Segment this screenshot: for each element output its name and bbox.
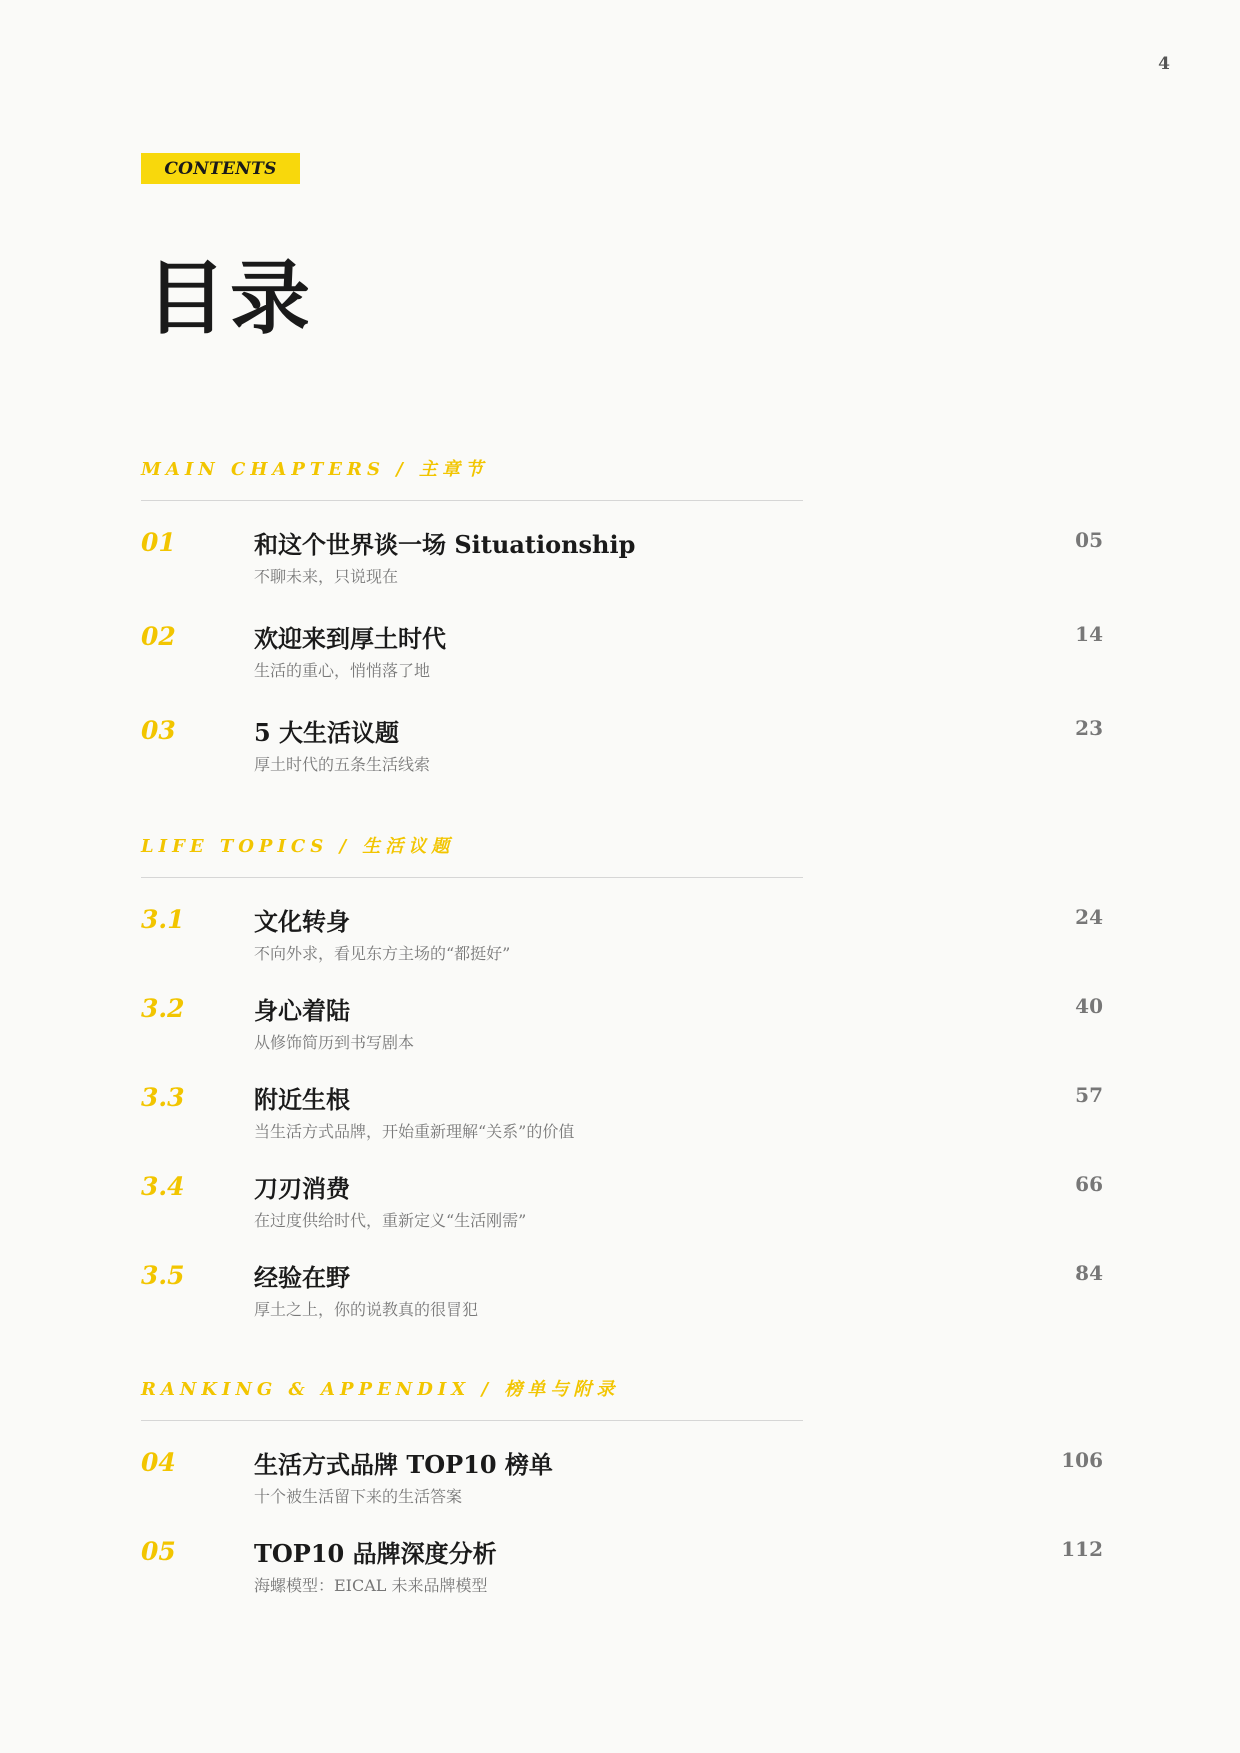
entry-subtitle: 从修饰简历到书写剧本 <box>254 1033 415 1052</box>
entry-number: 3.4 <box>141 1172 185 1201</box>
entry-number: 01 <box>141 528 176 557</box>
entry-page-number[interactable]: 66 <box>1075 1172 1103 1196</box>
entry-number: 3.1 <box>141 905 185 934</box>
entry-page-number[interactable]: 24 <box>1075 905 1103 929</box>
toc-entry[interactable] <box>141 1510 1103 1599</box>
entry-title[interactable]: 附近生根 <box>254 1085 350 1114</box>
entry-title[interactable]: 5 大生活议题 <box>254 718 400 747</box>
toc-entry[interactable] <box>141 878 1103 967</box>
toc-entry[interactable] <box>141 1421 1103 1510</box>
entry-page-number[interactable]: 57 <box>1075 1083 1103 1107</box>
entry-number: 04 <box>141 1448 176 1477</box>
entry-number: 02 <box>141 622 176 651</box>
entry-subtitle: 海螺模型：EICAL 未来品牌模型 <box>254 1576 488 1595</box>
entry-title[interactable]: 欢迎来到厚土时代 <box>254 624 446 653</box>
section-main-chapters <box>141 454 1103 783</box>
entry-subtitle: 不聊未来，只说现在 <box>254 567 399 586</box>
toc-entry[interactable] <box>141 1234 1103 1323</box>
toc-entry[interactable] <box>141 501 1103 595</box>
entry-number: 3.5 <box>141 1261 185 1290</box>
entry-title[interactable]: 生活方式品牌 TOP10 榜单 <box>254 1450 553 1479</box>
section-heading: MAIN CHAPTERS / 主章节 <box>141 459 489 480</box>
entry-number: 05 <box>141 1537 176 1566</box>
toc-entry[interactable] <box>141 967 1103 1056</box>
section-heading: RANKING & APPENDIX / 榜单与附录 <box>141 1379 620 1400</box>
toc-entry[interactable] <box>141 595 1103 689</box>
entry-subtitle: 在过度供给时代，重新定义“生活刚需” <box>254 1211 527 1230</box>
entry-number: 03 <box>141 716 176 745</box>
entry-title[interactable]: TOP10 品牌深度分析 <box>254 1539 497 1568</box>
entry-number: 3.3 <box>141 1083 185 1112</box>
entry-title[interactable]: 刀刃消费 <box>254 1174 350 1203</box>
entry-subtitle: 十个被生活留下来的生活答案 <box>254 1487 463 1506</box>
entry-page-number[interactable]: 106 <box>1061 1448 1103 1472</box>
entry-page-number[interactable]: 40 <box>1075 994 1103 1018</box>
entry-title[interactable]: 和这个世界谈一场 Situationship <box>254 530 636 559</box>
entry-number: 3.2 <box>141 994 185 1023</box>
entry-page-number[interactable]: 84 <box>1075 1261 1103 1285</box>
section-life-topics <box>141 831 1103 1323</box>
entry-subtitle: 生活的重心，悄悄落了地 <box>254 661 431 680</box>
entry-page-number[interactable]: 05 <box>1075 528 1103 552</box>
entry-subtitle: 当生活方式品牌，开始重新理解“关系”的价值 <box>254 1122 575 1141</box>
entry-title[interactable]: 身心着陆 <box>254 996 350 1025</box>
entry-page-number[interactable]: 112 <box>1061 1537 1103 1561</box>
entry-title[interactable]: 经验在野 <box>254 1263 350 1292</box>
entry-page-number[interactable]: 14 <box>1075 622 1103 646</box>
toc-entry[interactable] <box>141 1145 1103 1234</box>
page-number: 4 <box>1158 54 1170 74</box>
toc-entry[interactable] <box>141 1056 1103 1145</box>
entry-page-number[interactable]: 23 <box>1075 716 1103 740</box>
contents-tag: CONTENTS <box>141 153 300 184</box>
entry-subtitle: 不向外求，看见东方主场的“都挺好” <box>254 944 511 963</box>
entry-title[interactable]: 文化转身 <box>254 907 350 936</box>
entry-subtitle: 厚土时代的五条生活线索 <box>254 755 431 774</box>
entry-subtitle: 厚土之上，你的说教真的很冒犯 <box>254 1300 479 1319</box>
section-ranking-appendix <box>141 1374 1103 1599</box>
toc-entry[interactable] <box>141 689 1103 783</box>
section-heading: LIFE TOPICS / 生活议题 <box>141 836 455 857</box>
page-title: 目录 <box>146 251 314 345</box>
